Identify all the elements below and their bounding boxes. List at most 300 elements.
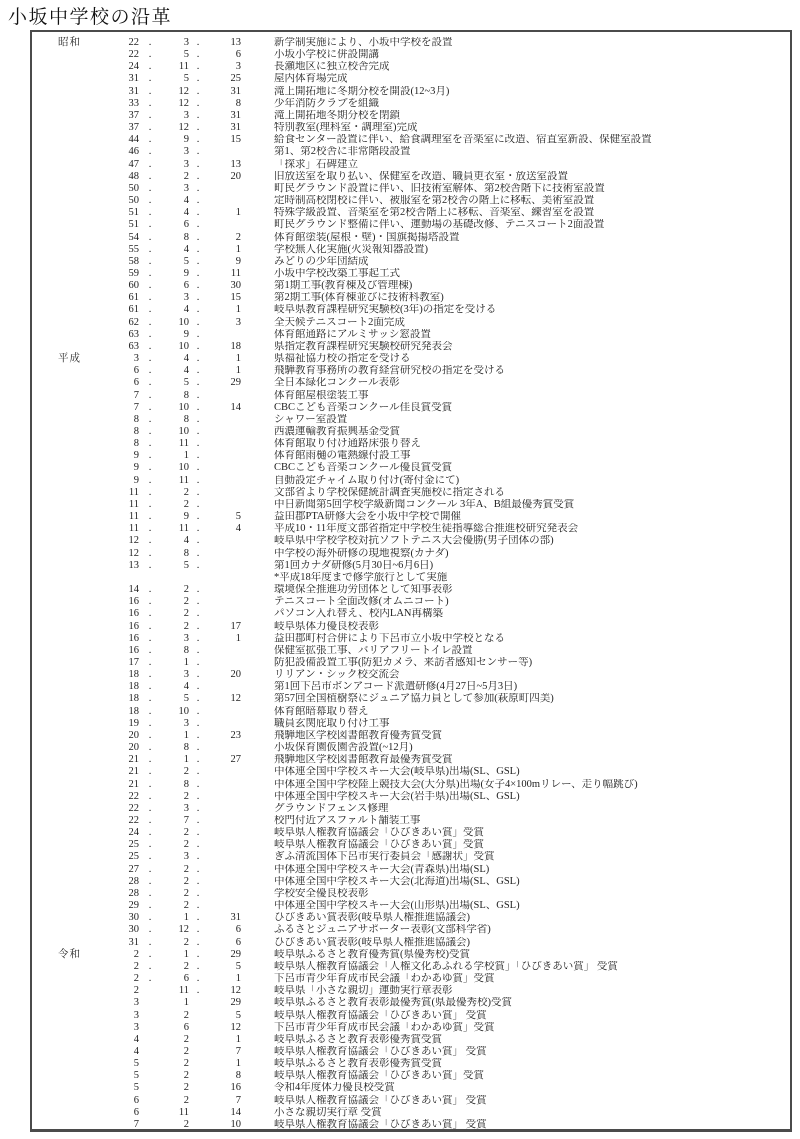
year-value: 37 — [128, 122, 139, 134]
era-label — [32, 827, 107, 839]
history-table — [30, 30, 792, 1132]
month-value: 4 — [183, 207, 189, 219]
era-label — [32, 49, 107, 61]
day-value — [207, 718, 241, 730]
table-row — [32, 171, 790, 183]
date-separator: . — [148, 584, 152, 596]
month-value: 3 — [183, 669, 189, 681]
event-text: 岐阜県ふるさと教育表彰優秀賞受賞 — [274, 1058, 442, 1070]
year-value: 11 — [128, 511, 139, 523]
day-value: 5 — [235, 960, 241, 972]
year-value: 7 — [133, 389, 139, 401]
event-text: 校門付近アスファルト舗装工事 — [274, 815, 421, 826]
era-label — [32, 171, 107, 183]
day-value — [207, 475, 241, 487]
day-value — [207, 827, 241, 839]
event-text: 少年消防クラブを組織 — [274, 97, 379, 109]
month-value — [161, 572, 189, 584]
date-separator: . — [196, 340, 200, 352]
day-value — [207, 146, 241, 158]
table-row — [32, 961, 790, 973]
month-value: 2 — [183, 936, 189, 948]
event-text: 中学校の海外研修の現地視察(カナダ) — [274, 547, 449, 559]
date-separator: . — [148, 122, 152, 134]
day-value — [207, 584, 241, 596]
date-separator: . — [196, 316, 200, 328]
day-value: 8 — [235, 1070, 241, 1082]
table-row — [32, 1070, 790, 1082]
day-value: 11 — [230, 267, 241, 279]
month-value: 6 — [183, 973, 189, 985]
day-value: 1 — [235, 207, 241, 219]
date-separator: . — [148, 182, 152, 194]
date-separator: . — [196, 450, 200, 462]
era-label — [32, 973, 107, 985]
year-value: 55 — [128, 243, 139, 255]
year-value: 22 — [128, 790, 139, 802]
year-value: 46 — [128, 146, 139, 158]
date-separator: . — [196, 85, 200, 97]
table-row — [32, 207, 790, 219]
table-row — [32, 949, 790, 961]
era-label — [32, 341, 107, 353]
month-value: 10 — [178, 426, 189, 437]
era-label — [32, 584, 107, 596]
year-value: 5 — [133, 1058, 139, 1070]
year-value: 37 — [128, 109, 139, 121]
year-value: 54 — [128, 231, 139, 243]
event-text: 長瀬地区に独立校舎完成 — [274, 61, 390, 73]
year-value: 20 — [128, 742, 139, 754]
year-value: 18 — [128, 669, 139, 681]
event-text: 岐阜県人権教育協議会「ひびきあい賞」受賞 — [274, 1070, 484, 1082]
month-value: 4 — [183, 535, 189, 547]
month-value: 9 — [183, 511, 189, 523]
date-separator: . — [196, 900, 200, 912]
month-value: 5 — [183, 255, 189, 267]
table-row — [32, 730, 790, 742]
table-row — [32, 791, 790, 803]
year-value: 22 — [128, 37, 139, 48]
table-row — [32, 608, 790, 620]
month-value: 10 — [178, 316, 189, 328]
month-value: 2 — [183, 960, 189, 972]
day-value: 8 — [235, 97, 241, 109]
day-value — [207, 779, 241, 791]
date-separator: . — [148, 839, 152, 851]
date-separator — [139, 985, 161, 997]
year-value: 9 — [133, 474, 139, 486]
year-value: 50 — [128, 182, 139, 194]
day-value: 3 — [235, 316, 241, 328]
event-text: 小坂保育園仮園舎設置(~12月) — [274, 742, 413, 754]
month-value: 2 — [183, 863, 189, 875]
year-value: 2 — [133, 948, 139, 960]
date-separator: . — [148, 681, 152, 693]
event-text: 岐阜県人権教育協議会「ひびきあい賞」 受賞 — [274, 1045, 487, 1057]
month-value: 8 — [183, 778, 189, 790]
table-row — [32, 839, 790, 851]
month-value: 2 — [183, 875, 189, 887]
event-text: CBCこども音楽コンクール優良賞受賞 — [274, 462, 453, 474]
month-value: 6 — [183, 219, 189, 231]
date-separator: . — [196, 353, 200, 365]
date-separator: . — [148, 596, 152, 608]
year-value: 9 — [133, 450, 139, 462]
date-separator: . — [196, 401, 200, 413]
year-value: 7 — [133, 401, 139, 413]
date-separator — [189, 1046, 207, 1058]
date-separator: . — [196, 97, 200, 109]
table-row — [32, 232, 790, 244]
date-separator: . — [196, 413, 200, 425]
event-text: 定時制高校閉校に伴い、被服室を第2校舎の階上に移転、美術室設置 — [274, 195, 595, 207]
day-value: 6 — [235, 936, 241, 948]
date-separator: . — [148, 608, 152, 620]
year-value: 8 — [133, 426, 139, 437]
month-value: 10 — [178, 340, 189, 352]
date-separator — [139, 1058, 161, 1070]
month-value: 2 — [183, 1094, 189, 1106]
table-row — [32, 657, 790, 669]
date-separator: . — [196, 498, 200, 510]
event-text: 体育館取り付け通路床張り替え — [274, 438, 421, 450]
month-value: 3 — [183, 851, 189, 863]
month-value: 2 — [183, 498, 189, 510]
day-value: 1 — [235, 304, 241, 316]
month-value: 3 — [183, 158, 189, 170]
era-label — [32, 621, 107, 633]
date-separator: . — [196, 462, 200, 474]
table-row — [32, 669, 790, 681]
day-value — [207, 560, 241, 572]
event-text: 保健室拡張工事、バリアフリートイレ設置 — [274, 644, 473, 656]
date-separator: . — [196, 669, 200, 681]
date-separator: . — [148, 717, 152, 729]
month-value: 3 — [183, 292, 189, 304]
era-label — [32, 73, 107, 85]
event-text: 職員玄関庇取り付け工事 — [274, 717, 390, 729]
era-label — [32, 1119, 107, 1131]
event-text: 益田郡PTA研修大会を小坂中学校で開催 — [274, 511, 461, 523]
table-row — [32, 766, 790, 778]
event-text: 「探求」石碑建立 — [274, 158, 358, 170]
table-row — [32, 888, 790, 900]
date-separator: . — [196, 851, 200, 863]
date-separator: . — [148, 304, 152, 316]
era-label — [32, 815, 107, 827]
table-row — [32, 815, 790, 827]
day-value: 2 — [235, 231, 241, 243]
table-row — [32, 329, 790, 341]
table-row — [32, 827, 790, 839]
year-value: 22 — [128, 802, 139, 814]
era-label — [32, 839, 107, 851]
table-row — [32, 49, 790, 61]
date-separator: . — [196, 729, 200, 741]
date-separator: . — [148, 960, 152, 972]
date-separator: . — [196, 486, 200, 498]
day-value: 10 — [230, 1118, 241, 1130]
era-label — [32, 377, 107, 389]
date-separator: . — [196, 37, 200, 48]
day-value — [207, 183, 241, 195]
date-separator: . — [196, 207, 200, 219]
date-separator: . — [148, 195, 152, 207]
date-separator — [139, 1046, 161, 1058]
date-separator: . — [196, 912, 200, 924]
date-separator — [139, 1034, 161, 1046]
era-label — [32, 365, 107, 377]
era-label — [32, 1070, 107, 1082]
date-separator: . — [196, 948, 200, 960]
month-value: 9 — [183, 267, 189, 279]
date-separator — [189, 1082, 207, 1094]
era-label — [32, 657, 107, 669]
event-text: 岐阜県人権教育協議会「ひびきあい賞」 受賞 — [274, 1118, 487, 1130]
era-label — [32, 912, 107, 924]
year-value: 51 — [128, 219, 139, 231]
year-value: 24 — [128, 61, 139, 73]
table-row — [32, 1095, 790, 1107]
date-separator: . — [148, 353, 152, 365]
year-value: 6 — [133, 377, 139, 389]
day-value: 29 — [230, 948, 241, 960]
event-text: 県指定教育課程研究実験校研究発表会 — [274, 340, 453, 352]
table-row — [32, 98, 790, 110]
month-value: 7 — [183, 815, 189, 826]
month-value: 3 — [183, 182, 189, 194]
date-separator: . — [196, 839, 200, 851]
month-value: 11 — [178, 985, 189, 997]
day-value — [207, 548, 241, 560]
date-separator: . — [148, 292, 152, 304]
table-row — [32, 256, 790, 268]
date-separator: . — [148, 316, 152, 328]
table-row — [32, 244, 790, 256]
day-value: 29 — [230, 997, 241, 1009]
date-separator: . — [148, 875, 152, 887]
day-value — [207, 414, 241, 426]
date-separator: . — [148, 61, 152, 73]
event-text: 体育館塗装(屋根・壁)・国旗掲揚塔設置 — [274, 231, 460, 243]
event-text: 体育館通路にアルミサッシ窓設置 — [274, 328, 431, 340]
date-separator: . — [148, 498, 152, 510]
year-value: 11 — [128, 498, 139, 510]
year-value: 8 — [133, 438, 139, 450]
day-value: 4 — [235, 523, 241, 535]
date-separator: . — [196, 644, 200, 656]
table-row — [32, 1119, 790, 1131]
era-label — [32, 791, 107, 803]
day-value — [207, 864, 241, 876]
year-value: 22 — [128, 49, 139, 61]
event-text: 岐阜県人権教育協議会「ひびきあい賞」受賞 — [274, 827, 484, 839]
date-separator: . — [148, 827, 152, 839]
day-value — [207, 499, 241, 511]
date-separator: . — [196, 827, 200, 839]
date-separator: . — [148, 693, 152, 705]
date-separator: . — [196, 742, 200, 754]
day-value: 23 — [230, 729, 241, 741]
date-separator: . — [148, 49, 152, 61]
era-label — [32, 693, 107, 705]
event-text: 小坂小学校に併設開講 — [274, 49, 379, 61]
day-value: 1 — [235, 1058, 241, 1070]
era-label — [32, 475, 107, 487]
date-separator — [139, 1095, 161, 1107]
date-separator: . — [148, 328, 152, 340]
date-separator: . — [148, 146, 152, 158]
year-value: 51 — [128, 207, 139, 219]
day-value: 27 — [230, 754, 241, 766]
era-label — [32, 779, 107, 791]
table-row — [32, 195, 790, 207]
month-value: 3 — [183, 802, 189, 814]
date-separator: . — [148, 462, 152, 474]
era-label — [32, 390, 107, 402]
table-row — [32, 864, 790, 876]
era-label — [32, 851, 107, 863]
event-text: 小さな親切実行章 受賞 — [274, 1106, 382, 1118]
year-value: 11 — [128, 486, 139, 498]
table-row — [32, 183, 790, 195]
event-text: テニスコート全面改修(オムニコート) — [274, 596, 449, 608]
date-separator: . — [196, 523, 200, 535]
era-label — [32, 985, 107, 997]
month-value: 2 — [183, 620, 189, 632]
year-value: 4 — [133, 1033, 139, 1045]
date-separator — [139, 572, 161, 584]
era-label — [32, 961, 107, 973]
event-text: 町民グラウンド設置に伴い、旧技術室解体、第2校舎階下に技術室設置 — [274, 182, 605, 194]
era-label — [32, 1022, 107, 1034]
day-value — [207, 791, 241, 803]
year-value: 20 — [128, 729, 139, 741]
year-value: 29 — [128, 900, 139, 912]
year-value: 18 — [128, 681, 139, 693]
month-value: 2 — [183, 827, 189, 839]
era-label — [32, 572, 107, 584]
era-label — [32, 61, 107, 73]
date-separator: . — [196, 438, 200, 450]
table-row — [32, 292, 790, 304]
date-separator: . — [148, 474, 152, 486]
date-separator: . — [148, 948, 152, 960]
table-row — [32, 219, 790, 231]
table-row — [32, 560, 790, 572]
date-separator: . — [196, 195, 200, 207]
era-label: 平成 — [58, 353, 81, 365]
date-separator — [189, 1095, 207, 1107]
event-text: 小坂中学校改築工事起工式 — [274, 267, 400, 279]
month-value: 1 — [183, 656, 189, 668]
era-label — [32, 669, 107, 681]
year-value: 5 — [133, 1082, 139, 1094]
table-row — [32, 268, 790, 280]
table-row — [32, 475, 790, 487]
date-separator: . — [148, 340, 152, 352]
table-row — [32, 511, 790, 523]
month-value: 2 — [183, 1009, 189, 1021]
event-text: 滝上開拓地に冬期分校を開設(12~3月) — [274, 85, 450, 97]
era-label: 令和 — [58, 948, 81, 960]
year-value: 60 — [128, 280, 139, 292]
event-text: 西濃運輸教育振興基金受賞 — [274, 426, 400, 437]
day-value: 13 — [230, 37, 241, 48]
month-value: 2 — [183, 790, 189, 802]
era-label — [32, 134, 107, 146]
date-separator: . — [148, 900, 152, 912]
event-text: 環境保全推進功労団体として知事表彰 — [274, 584, 453, 596]
table-row — [32, 803, 790, 815]
era-label — [32, 499, 107, 511]
event-text: 下呂市青少年育成市民会議「わかあゆ賞」受賞 — [274, 973, 495, 985]
event-text: 体育館屋根塗装工事 — [274, 389, 369, 401]
day-value: 12 — [230, 985, 241, 997]
date-separator: . — [148, 729, 152, 741]
event-text: 全天候テニスコート2面完成 — [274, 316, 405, 328]
day-value: 30 — [230, 280, 241, 292]
event-text: 岐阜県中学校学校対抗ソフトテニス大会優勝(男子団体の部) — [274, 535, 554, 547]
event-text: 体育館暗幕取り替え — [274, 705, 369, 717]
era-label — [32, 876, 107, 888]
date-separator: . — [148, 170, 152, 182]
table-row — [32, 426, 790, 438]
day-value: 7 — [235, 1045, 241, 1057]
day-value: 9 — [235, 255, 241, 267]
day-value: 1 — [235, 632, 241, 644]
event-text: ひびきあい賞表彰(岐阜県人権推進協議会) — [274, 936, 470, 948]
month-value: 2 — [183, 900, 189, 912]
event-text: 特別教室(理科室・調理室)完成 — [274, 122, 418, 134]
day-value: 6 — [235, 924, 241, 936]
event-text: 中体連全国中学校スキー大会(山形県)出場(SL、GSL) — [274, 900, 520, 912]
date-separator: . — [196, 717, 200, 729]
event-text: 第1期工事(教育棟及び管理棟) — [274, 280, 413, 292]
table-row — [32, 937, 790, 949]
day-value: 31 — [230, 109, 241, 121]
date-separator: . — [196, 766, 200, 778]
date-separator: . — [196, 632, 200, 644]
year-value: 9 — [133, 462, 139, 474]
month-value: 2 — [183, 1045, 189, 1057]
year-value: 59 — [128, 267, 139, 279]
day-value — [207, 742, 241, 754]
month-value: 12 — [178, 122, 189, 134]
table-row — [32, 718, 790, 730]
day-value: 12 — [230, 1021, 241, 1033]
day-value: 31 — [230, 912, 241, 924]
month-value: 3 — [183, 37, 189, 48]
era-label — [32, 244, 107, 256]
date-separator: . — [148, 219, 152, 231]
day-value: 14 — [230, 401, 241, 413]
era-label — [32, 232, 107, 244]
date-separator — [189, 572, 207, 584]
table-row — [32, 621, 790, 633]
day-value: 3 — [235, 61, 241, 73]
day-value — [207, 851, 241, 863]
event-text: 下呂市青少年育成市民会議「わかあゆ賞」受賞 — [274, 1021, 495, 1033]
date-separator: . — [196, 231, 200, 243]
month-value: 11 — [178, 438, 189, 450]
day-value — [207, 195, 241, 207]
date-separator: . — [196, 146, 200, 158]
year-value: 33 — [128, 97, 139, 109]
year-value: 61 — [128, 292, 139, 304]
month-value: 2 — [183, 170, 189, 182]
